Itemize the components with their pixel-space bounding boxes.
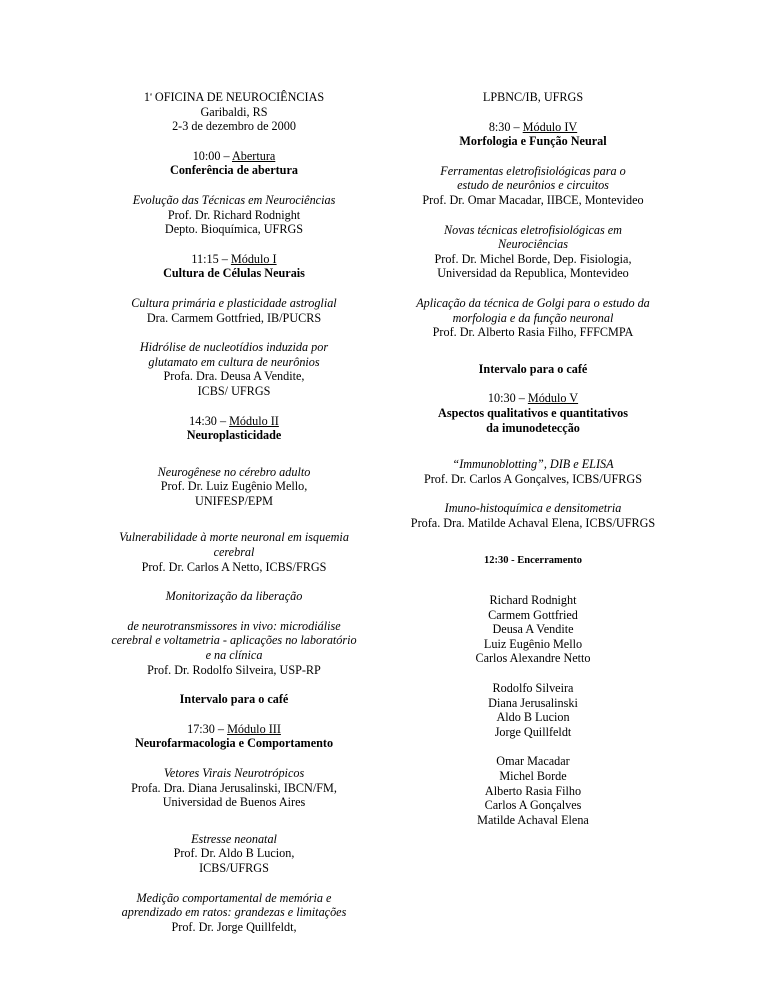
module-title: Neuroplasticidade: [186, 428, 282, 443]
talk-title: de neurotransmissores in vivo: microdiálise: [127, 618, 341, 633]
talk-affiliation: Universidad de Buenos Aires: [162, 795, 306, 810]
talk-title: Vetores Virais Neurotrópicos: [163, 766, 305, 780]
talk-title: morfologia e da função neuronal: [452, 310, 614, 325]
module-title: Neurofarmacologia e Comportamento: [134, 736, 334, 751]
talk-medicao: [106, 891, 362, 935]
talk-estresse: [106, 832, 362, 876]
participant-name: Carlos A Gonçalves: [484, 798, 582, 813]
module-time: 17:30 –: [187, 721, 228, 736]
talk-speaker: Prof. Dr. Richard Rodnight: [167, 207, 301, 222]
event-title: [106, 90, 362, 105]
module-time-line: [402, 120, 664, 135]
event-header: [106, 90, 362, 134]
coffee-break: [402, 362, 664, 377]
talk-ferramentas: [402, 164, 664, 208]
talk-title: Imuno-histoquímica e densitometria: [444, 501, 622, 516]
talk-title: estudo de neurônios e circuitos: [457, 178, 609, 193]
module-label: Módulo III: [227, 721, 281, 736]
talk-speaker: Prof. Dr. Luiz Eugênio Mello,: [160, 479, 308, 494]
talk-title: Vulnerabilidade à morte neuronal em isquemia: [119, 530, 349, 545]
talk-title: Aplicação da técnica de Golgi para o estudo da: [416, 295, 650, 310]
talk-golgi: [402, 296, 664, 340]
module-title: da imunodetecção: [486, 420, 580, 435]
talk-title: cerebral e voltametria - aplicações no laboratório: [111, 633, 357, 648]
module-time: 14:30 –: [189, 413, 230, 428]
closing-block: [402, 554, 664, 569]
participant-name: Omar Macadar: [496, 754, 570, 769]
talk-speaker: Prof. Dr. Michel Borde, Dep. Fisiologia,: [434, 251, 632, 266]
right-column: [402, 90, 664, 827]
module-time: 11:15 –: [191, 251, 231, 266]
opening-time: 10:00 –: [192, 148, 232, 163]
participant-name: Aldo B Lucion: [496, 710, 570, 725]
talk-speaker: Prof. Dr. Carlos A Gonçalves, ICBS/UFRGS: [423, 471, 643, 486]
talk-title: glutamato em cultura de neurônios: [148, 354, 320, 369]
participant-name: Michel Borde: [499, 769, 567, 783]
talk-title: Medição comportamental de memória e: [136, 890, 332, 905]
left-column: [106, 90, 362, 934]
module-title: Morfologia e Função Neural: [459, 134, 607, 149]
talk-hidrolise: [106, 340, 362, 398]
event-name: OFICINA DE NEUROCIÊNCIAS: [154, 90, 325, 104]
module-time-line: [106, 252, 362, 267]
module-title: Aspectos qualitativos e quantitativos: [438, 405, 628, 420]
talk-immunoblotting: [402, 457, 664, 486]
talk-speaker: Prof. Dr. Alberto Rasia Filho, FFFCMPA: [432, 325, 634, 340]
event-city: Garibaldi, RS: [200, 104, 268, 119]
talk-affiliation: Universidad da Republica, Montevideo: [437, 266, 629, 281]
carryover-affiliation: LPBNC/IB, UFRGS: [482, 90, 584, 104]
participants-group-b: [402, 681, 664, 739]
talk-speaker: Prof. Dr. Carlos A Netto, ICBS/FRGS: [141, 559, 327, 574]
talk-monitorizacao: [106, 589, 362, 677]
talk-title: Estresse neonatal: [191, 831, 277, 846]
talk-title: Hidrólise de nucleotídios induzida por: [139, 340, 329, 355]
talk-title: aprendizado em ratos: grandezas e limitações: [121, 905, 347, 920]
participant-name: Jorge Quillfeldt: [494, 724, 572, 739]
edition-ordinal-mark: ª: [149, 92, 152, 100]
talk-vetores: [106, 766, 362, 810]
module-1-block: [106, 252, 362, 281]
participant-name: Luiz Eugênio Mello: [483, 636, 583, 651]
talk-title: “Immunoblotting”, DIB e ELISA: [452, 457, 614, 472]
module-time: 10:30 –: [487, 391, 528, 406]
talk-title: Novas técnicas eletrofisiológicas em: [444, 222, 622, 237]
talk-title: Neurociências: [498, 237, 568, 252]
talk-title: Ferramentas eletrofisiológicas para o: [440, 163, 626, 178]
talk-speaker: Profa. Dra. Deusa A Vendite,: [163, 369, 305, 384]
participant-name: Alberto Rasia Filho: [484, 783, 582, 798]
module-label: Módulo II: [229, 413, 279, 428]
talk-title: Evolução das Técnicas em Neurociências: [132, 192, 336, 207]
talk-neurogenese: [106, 465, 362, 509]
module-3-block: [106, 722, 362, 751]
talk-title: e na clínica: [205, 648, 263, 663]
talk-novas-tecnicas: [402, 223, 664, 281]
participant-name: Carlos Alexandre Netto: [475, 651, 591, 666]
participants-group-a: [402, 593, 664, 666]
talk-title: Neurogênese no cérebro adulto: [157, 464, 311, 479]
coffee-break-label: Intervalo para o café: [478, 361, 588, 376]
opening-time-line: [106, 149, 362, 164]
talk-speaker: Prof. Dr. Aldo B Lucion,: [173, 846, 295, 861]
module-time-line: [106, 722, 362, 737]
module-label: Módulo I: [230, 251, 277, 266]
coffee-break-label: Intervalo para o café: [179, 692, 289, 707]
participants-group-c: [402, 754, 664, 827]
module-5-block: [402, 391, 664, 435]
talk-affiliation: ICBS/ UFRGS: [197, 383, 271, 398]
talk-speaker: Profa. Dra. Matilde Achaval Elena, ICBS/UFRGS: [410, 515, 656, 530]
talk-speaker: Profa. Dra. Diana Jerusalinski, IBCN/FM,: [131, 780, 337, 795]
event-dates: 2-3 de dezembro de 2000: [172, 119, 296, 134]
participant-name: Richard Rodnight: [489, 593, 577, 608]
module-title: Cultura de Células Neurais: [163, 266, 305, 281]
talk-speaker: Dra. Carmem Gottfried, IB/PUCRS: [146, 310, 322, 325]
talk-affiliation: Depto. Bioquímica, UFRGS: [164, 222, 304, 237]
participant-name: Rodolfo Silveira: [492, 681, 574, 696]
module-time-line: [106, 414, 362, 429]
opening-label: Abertura: [231, 148, 276, 163]
edition-number: 1: [143, 90, 150, 104]
talk-title: cerebral: [213, 545, 255, 560]
participant-name: Diana Jerusalinski: [488, 695, 578, 710]
closing-label: 12:30 - Encerramento: [484, 555, 582, 567]
module-time-line: [402, 391, 664, 406]
coffee-break: [106, 692, 362, 707]
talk-affiliation: ICBS/UFRGS: [199, 860, 269, 875]
talk-speaker: Prof. Dr. Jorge Quillfeldt,: [171, 919, 297, 934]
participant-name: Matilde Achaval Elena: [477, 812, 589, 827]
talk-affiliation: UNIFESP/EPM: [195, 493, 273, 508]
talk-imunohistoquimica: [402, 501, 664, 530]
module-label: Módulo V: [527, 391, 579, 406]
participant-name: Deusa A Vendite: [492, 622, 574, 637]
talk-speaker: Prof. Dr. Omar Macadar, IIBCE, Montevideo: [422, 192, 644, 207]
module-4-block: [402, 120, 664, 149]
participant-name: Carmem Gottfried: [488, 607, 578, 622]
talk-title: Cultura primária e plasticidade astroglial: [131, 295, 337, 310]
talk-vulnerabilidade: [106, 530, 362, 574]
talk-evolucao: [106, 193, 362, 237]
opening-block: [106, 149, 362, 178]
module-time: 8:30 –: [488, 119, 523, 134]
module-2-block: [106, 414, 362, 443]
talk-cultura: [106, 296, 362, 325]
opening-title: Conferência de abertura: [170, 163, 298, 178]
talk-speaker: Prof. Dr. Rodolfo Silveira, USP-RP: [147, 662, 321, 677]
module-label: Módulo IV: [522, 119, 578, 134]
talk-title: Monitorização da liberação: [165, 589, 303, 604]
